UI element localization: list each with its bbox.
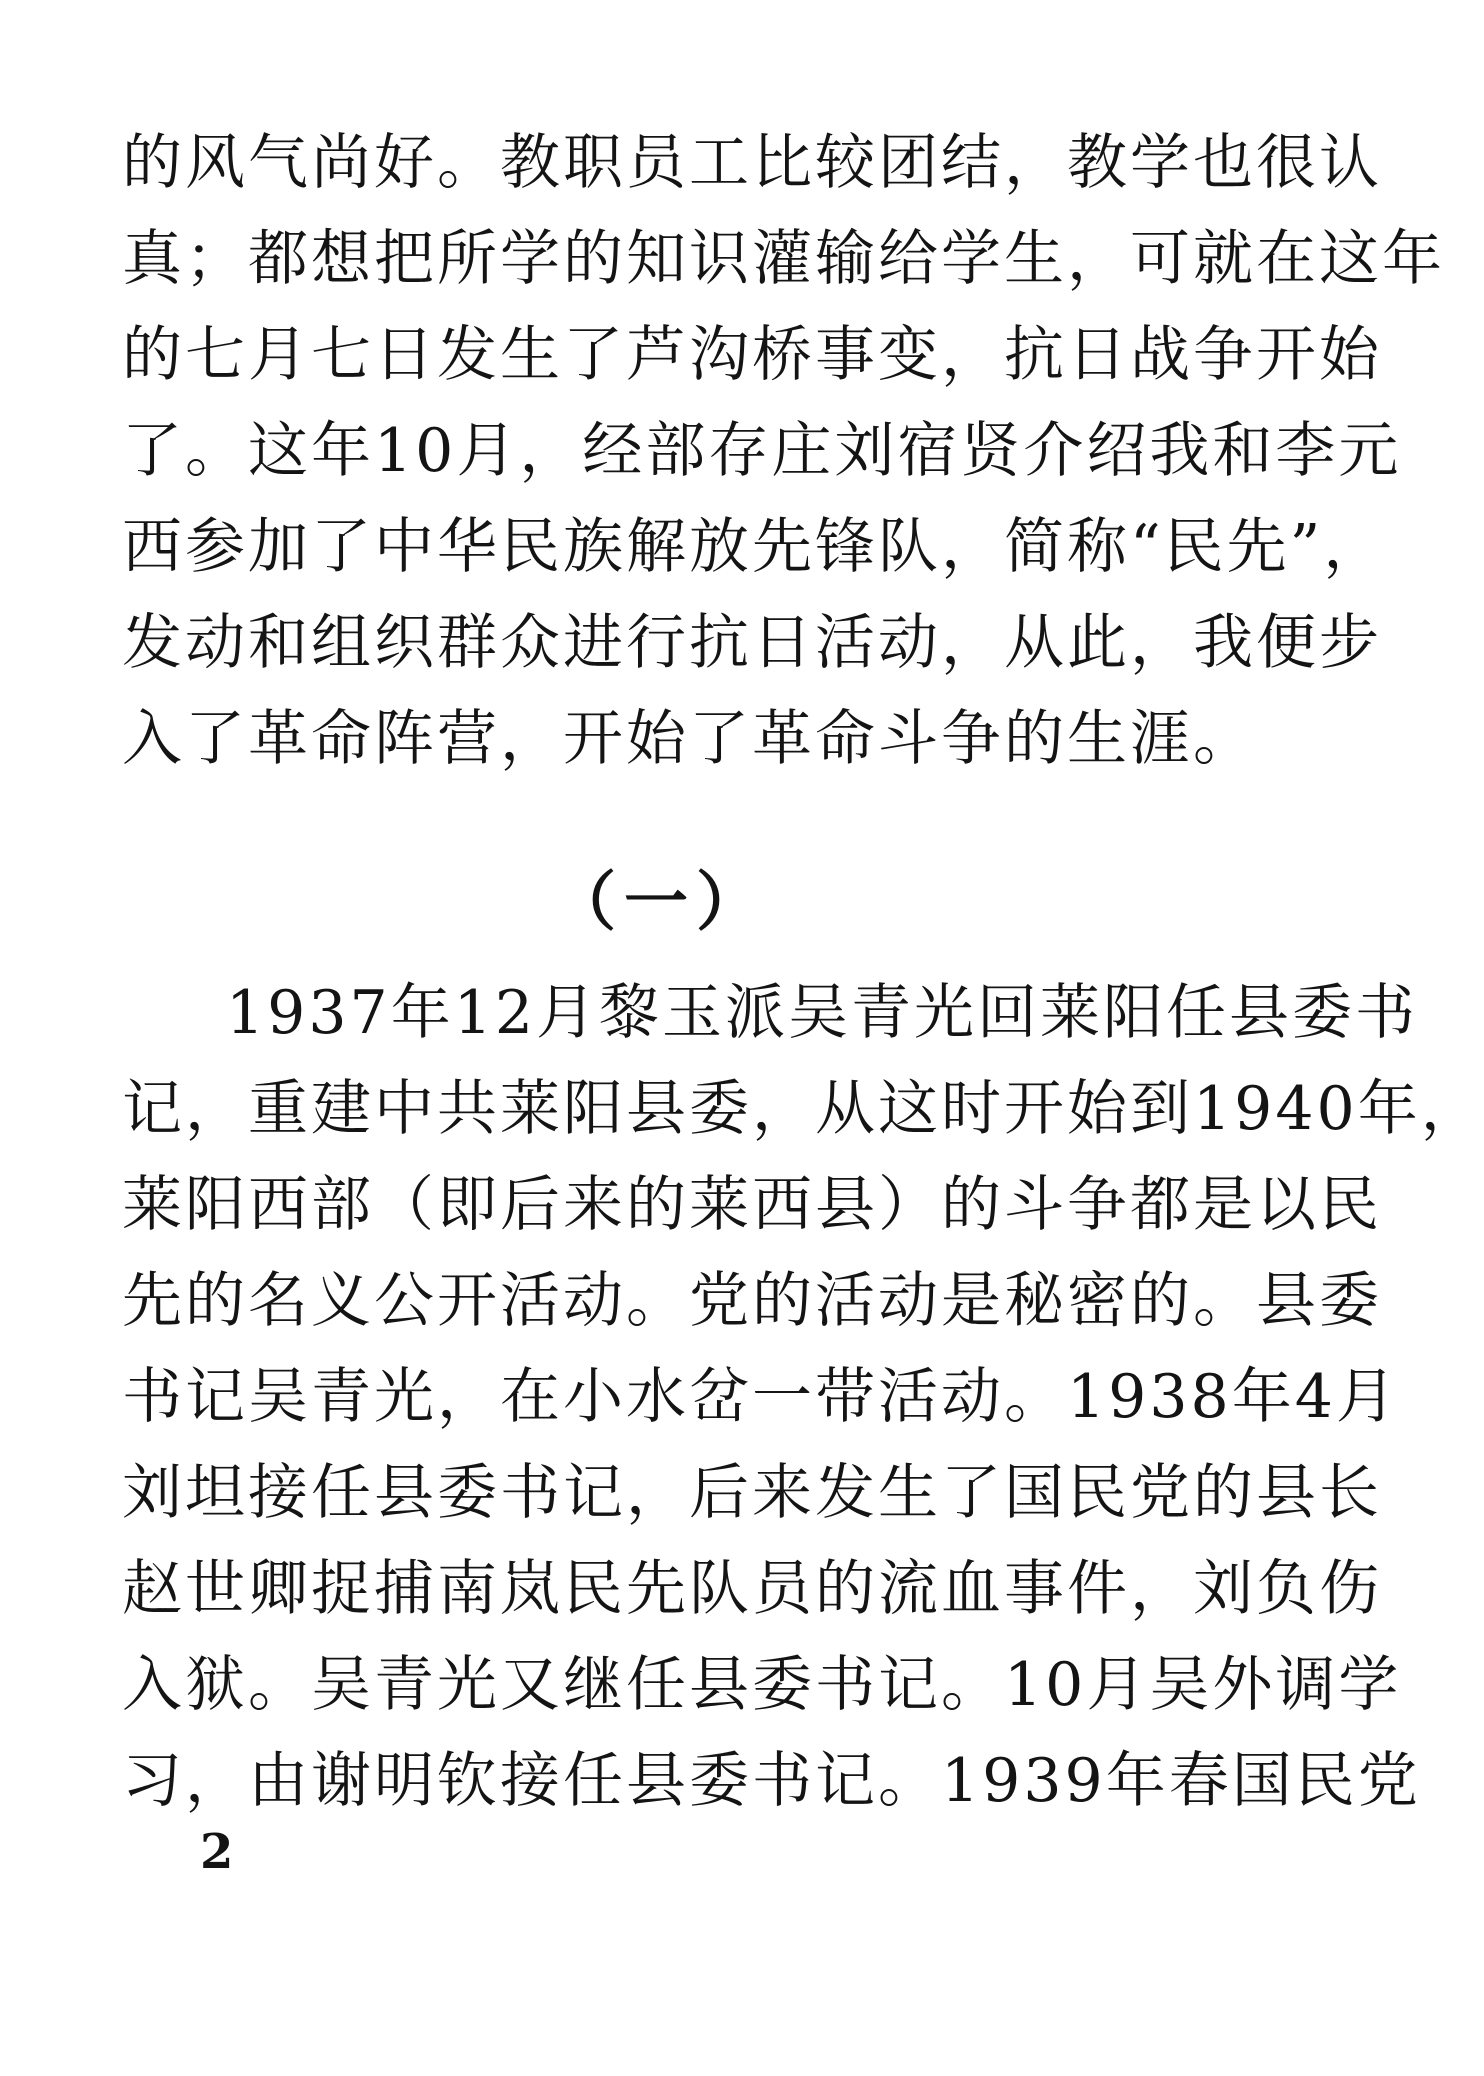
text-line: 真；都想把所学的知识灌输给学生，可就在这年: [122, 224, 1445, 294]
text-line: 入狱。吴青光又继任县委书记。10月吴外调学: [122, 1650, 1402, 1720]
text-line: 发动和组织群众进行抗日活动，从此，我便步: [122, 608, 1382, 678]
text-line: 了。这年10月，经部存庄刘宿贤介绍我和李元: [122, 416, 1402, 486]
text-line: 习，由谢明钦接任县委书记。1939年春国民党: [122, 1746, 1421, 1816]
text-line: 赵世卿捉捕南岚民先队员的流血事件，刘负伤: [122, 1554, 1382, 1624]
section-heading: （一）: [552, 865, 768, 940]
text-line: 入了革命阵营，开始了革命斗争的生涯。: [122, 704, 1256, 774]
text-line: 刘坦接任县委书记，后来发生了国民党的县长: [122, 1458, 1382, 1528]
text-line: 莱阳西部（即后来的莱西县）的斗争都是以民: [122, 1170, 1382, 1240]
text-line: 的七月七日发生了芦沟桥事变，抗日战争开始: [122, 320, 1382, 390]
text-line: 的风气尚好。教职员工比较团结，教学也很认: [122, 128, 1382, 198]
text-line: 1937年12月黎玉派吴青光回莱阳任县委书: [226, 978, 1419, 1048]
text-line: 记，重建中共莱阳县委，从这时开始到1940年，: [122, 1074, 1484, 1144]
text-line: 书记吴青光，在小水岔一带活动。1938年4月: [122, 1362, 1399, 1432]
page-number: 2: [200, 1824, 234, 1880]
text-line: 西参加了中华民族解放先锋队，简称“民先”，: [122, 512, 1387, 582]
text-line: 先的名义公开活动。党的活动是秘密的。县委: [122, 1266, 1382, 1336]
